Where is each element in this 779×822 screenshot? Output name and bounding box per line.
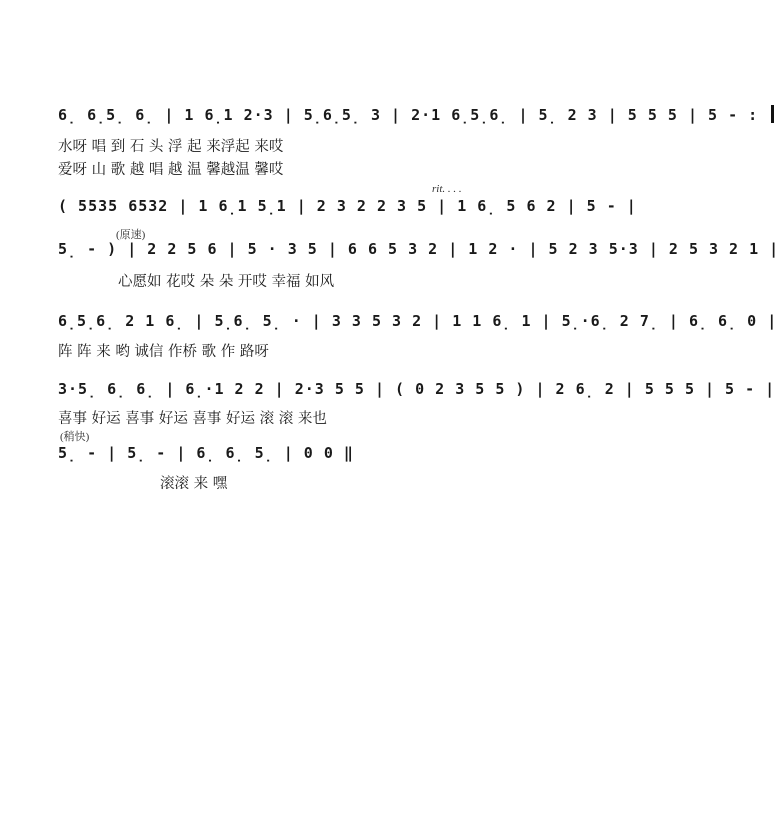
score-line-6-lyric: 滚滚 来 嘿 xyxy=(160,476,228,492)
score-line-5-lyric: 喜事 好运 喜事 好运 喜事 好运 滚 滚 来也 xyxy=(58,411,327,427)
score-line-6-notes: 5̣ - | 5̣ - | 6̣ 6̣ 5̣ | 0 0 ‖ xyxy=(58,444,354,462)
notes-text: 6̣ 6̣5̣ 6̣ | 1 6̣1 2·3 | 5̣6̣5̣ 3 | 2·1 6̣5̣6̣ | 5̣ 2 3 | 5 5 5 | 5 - : xyxy=(58,106,759,124)
final-barline xyxy=(771,105,774,123)
score-line-2-notes: ( 5535 6532 | 1 6̣1 5̣1 | 2 3 2 2 3 5 | 1 6̣ 5 6 2 | 5 - | xyxy=(58,197,637,215)
score-line-1-notes xyxy=(58,105,759,135)
tempo-marking-original: (原速) xyxy=(116,229,146,241)
score-line-3-lyric: 心愿如 花哎 朵 朵 开哎 幸福 如风 xyxy=(118,274,335,290)
score-line-1-lyric-1: 水呀 唱 到 石 头 浮 起 来浮起 来哎 xyxy=(58,139,284,155)
score-line-5-notes: 3·5̣ 6̣ 6̣ | 6̣·1 2 2 | 2·3 5 5 | ( 0 2 3 5 5 ) | 2 6̣ 2 | 5 5 5 | 5 - | xyxy=(58,380,776,398)
score-line-1-lyric-2: 爱呀 山 歌 越 唱 越 温 馨越温 馨哎 xyxy=(58,162,284,178)
score-line-4-lyric: 阵 阵 来 哟 诚信 作桥 歌 作 路呀 xyxy=(58,344,269,360)
score-line-3-notes: 5̣ - ) | 2 2 5 6 | 5 · 3 5 | 6 6 5 3 2 | 1 2 · | 5 2 3 5·3 | 2 5 3 2 1 | xyxy=(58,240,779,258)
tempo-marking-faster: (稍快) xyxy=(60,431,90,443)
score-line-4-notes: 6̣5̣6̣ 2 1 6̣ | 5̣6̣ 5̣ · | 3 3 5 3 2 | 1 1 6̣ 1 | 5̣·6̣ 2 7̣ | 6̣ 6̣ 0 | xyxy=(58,312,778,330)
rit-marking: rit. . . . xyxy=(432,183,462,195)
